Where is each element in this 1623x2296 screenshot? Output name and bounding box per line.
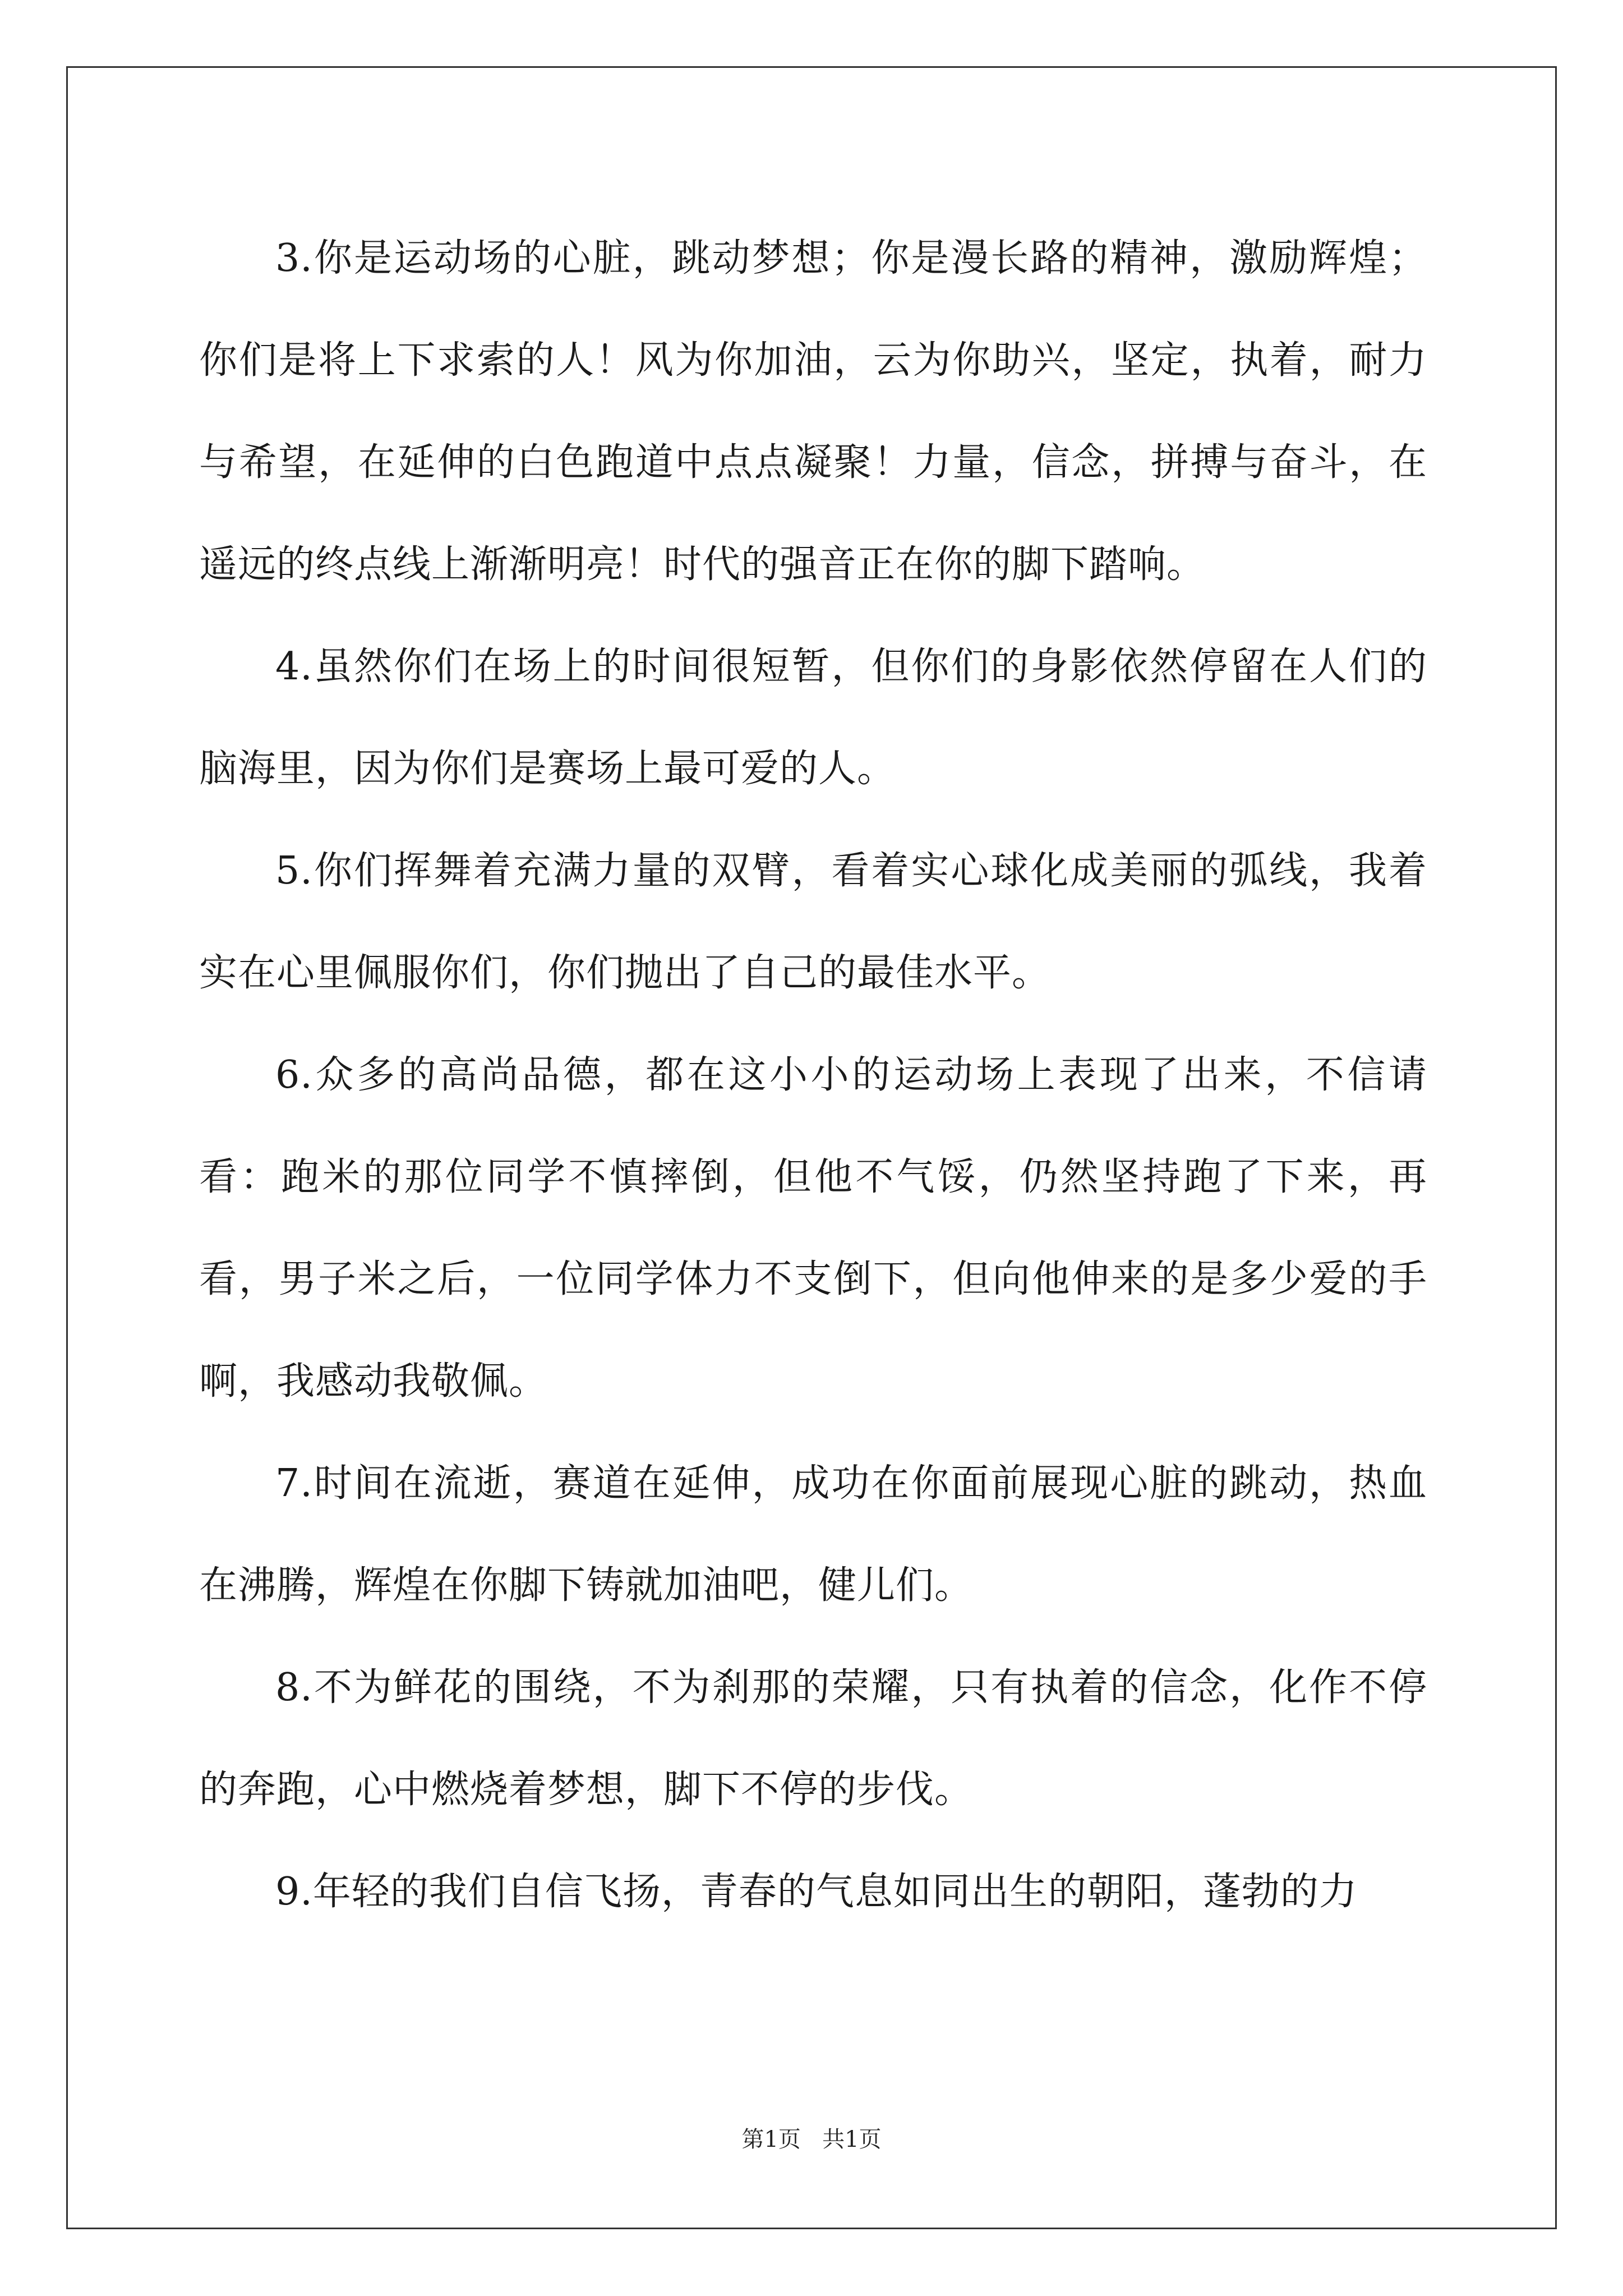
document-body [199, 208, 1427, 1943]
page-footer [0, 2122, 1623, 2154]
paragraph-6: 6.众多的高尚品德，都在这小小的运动场上表现了出来，不信请看：跑米的那位同学不慎摔倒，但他不气馁，仍然坚持跑了下来，再看，男子米之后，一位同学体力不支倒下，但向他伸来的是多少爱的手啊，我感动我敬佩。 [199, 1053, 1427, 1404]
page-total: 共1页 [822, 2127, 882, 2152]
paragraph-7: 7.时间在流逝，赛道在延伸，成功在你面前展现心脏的跳动，热血在沸腾，辉煌在你脚下铸就加油吧，健儿们。 [199, 1461, 1427, 1608]
paragraph-8: 8.不为鲜花的围绕，不为刹那的荣耀，只有执着的信念，化作不停的奔跑，心中燃烧着梦想，脚下不停的步伐。 [199, 1665, 1427, 1812]
paragraph-5: 5.你们挥舞着充满力量的双臂，看着实心球化成美丽的弧线，我着实在心里佩服你们，你们抛出了自己的最佳水平。 [199, 849, 1427, 995]
paragraph-3: 3.你是运动场的心脏，跳动梦想；你是漫长路的精神，激励辉煌；你们是将上下求索的人！风为你加油，云为你助兴，坚定，执着，耐力与希望，在延伸的白色跑道中点点凝聚！力量，信念，拼搏与奋斗，在遥远的终点线上渐渐明亮！时代的强音正在你的脚下踏响。 [199, 236, 1427, 587]
paragraph-4: 4.虽然你们在场上的时间很短暂，但你们的身影依然停留在人们的脑海里，因为你们是赛场上最可爱的人。 [199, 645, 1427, 791]
paragraph-9: 9.年轻的我们自信飞扬，青春的气息如同出生的朝阳，蓬勃的力 [275, 1870, 1358, 1914]
page-number: 第1页 [741, 2127, 801, 2152]
